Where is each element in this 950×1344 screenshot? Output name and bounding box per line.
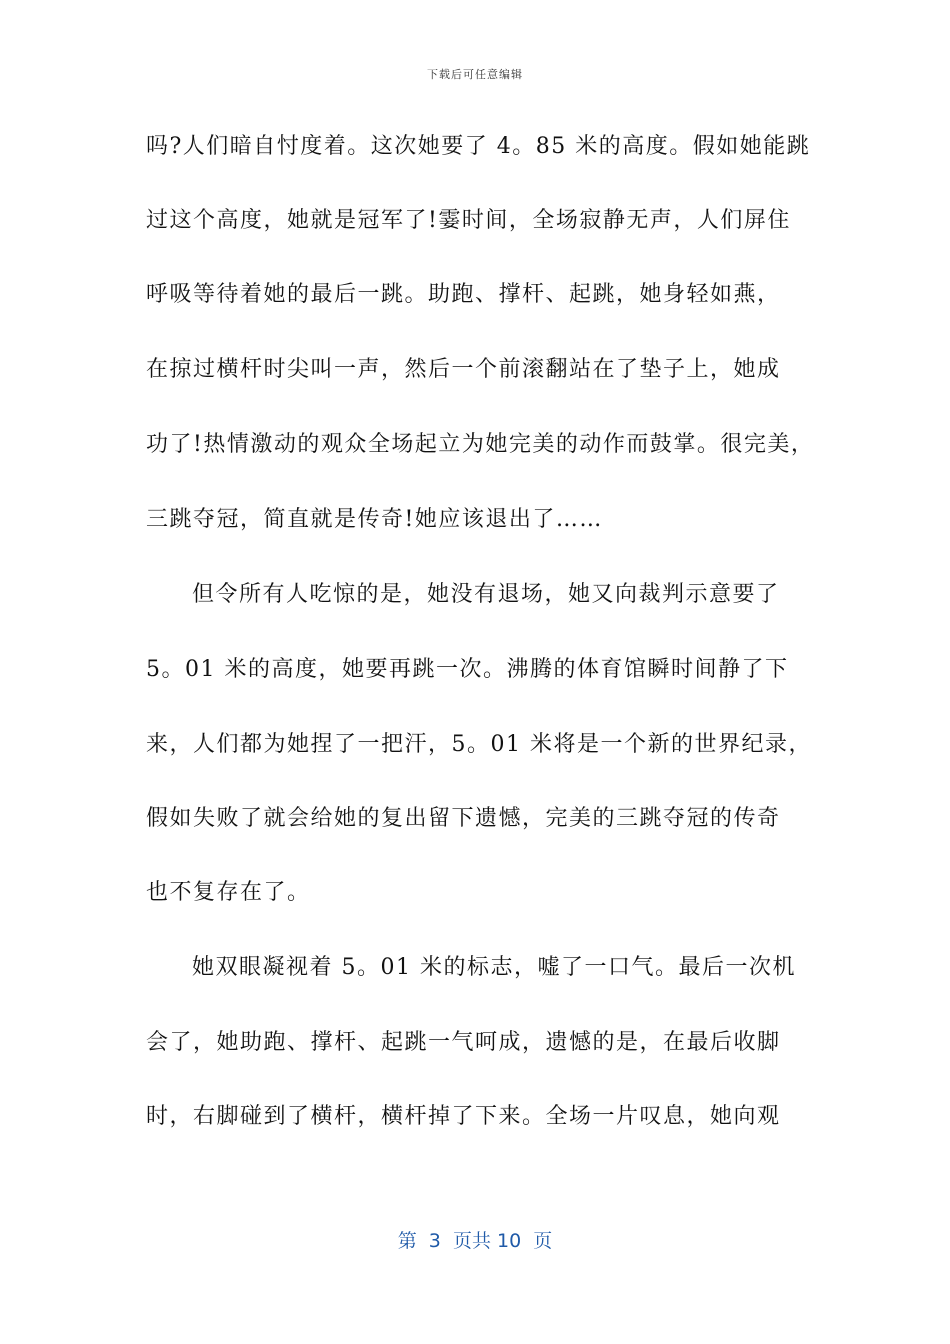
text-line: 三跳夺冠，简直就是传奇!她应该退出了……: [146, 507, 603, 532]
text-line: 但令所有人吃惊的是，她没有退场，她又向裁判示意要了: [192, 582, 780, 607]
text-line: 也不复存在了。: [146, 880, 311, 905]
text-line: 在掠过横杆时尖叫一声，然后一个前滚翻站在了垫子上，她成: [146, 357, 781, 382]
text-line: 她双眼凝视着 5。01 米的标志，嘘了一口气。最后一次机: [192, 955, 796, 980]
text-line: 时，右脚碰到了横杆，横杆掉了下来。全场一片叹息，她向观: [146, 1104, 781, 1129]
text-line: 假如失败了就会给她的复出留下遗憾，完美的三跳夺冠的传奇: [146, 806, 781, 831]
text-line: 过这个高度，她就是冠军了!霎时间，全场寂静无声，人们屏住: [146, 208, 791, 233]
text-line: 会了，她助跑、撑杆、起跳一气呵成，遗憾的是，在最后收脚: [146, 1030, 781, 1055]
text-line: 吗?人们暗自忖度着。这次她要了 4。85 米的高度。假如她能跳: [146, 134, 811, 159]
page-header: 下载后可任意编辑: [427, 68, 523, 81]
text-line: 来，人们都为她捏了一把汗，5。01 米将是一个新的世界纪录，: [146, 732, 812, 757]
text-line: 5。01 米的高度，她要再跳一次。沸腾的体育馆瞬时间静了下: [146, 657, 789, 682]
text-line: 功了!热情激动的观众全场起立为她完美的动作而鼓掌。很完美，: [146, 432, 815, 457]
page-number-footer: 第 3 页共 10 页: [397, 1230, 553, 1252]
text-line: 呼吸等待着她的最后一跳。助跑、撑杆、起跳，她身轻如燕，: [146, 282, 781, 307]
